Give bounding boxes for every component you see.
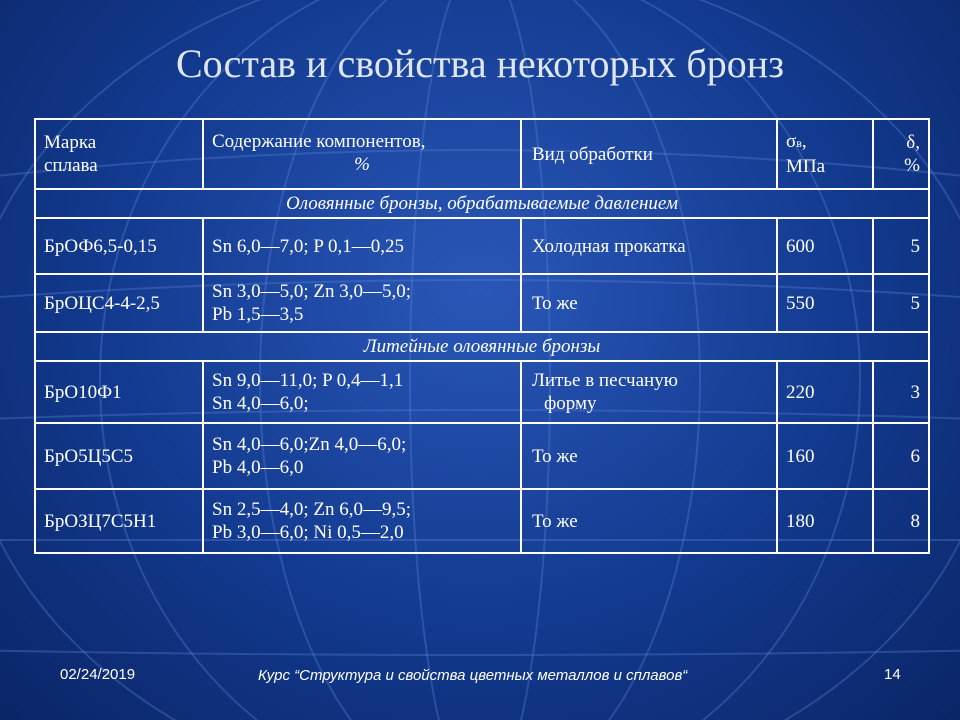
cell-grade: БрОЗЦ7С5Н1	[35, 489, 203, 553]
cell-process	[521, 274, 777, 332]
cell-sigma: 160	[777, 423, 873, 489]
header-delta	[873, 119, 929, 189]
cell-process	[521, 489, 777, 553]
cell-content-line: Sn 3,0—5,0; Zn 3,0—5,0;	[212, 281, 411, 302]
header-sigma-unit: МПа	[786, 156, 826, 177]
cell-process-line: То же	[532, 510, 578, 532]
slide-title: Состав и свойства некоторых бронз	[176, 41, 784, 86]
cell-content-line: Sn 9,0—11,0; P 0,4—1,1	[212, 370, 404, 391]
cell-content	[203, 489, 521, 553]
cell-delta: 8	[873, 489, 929, 553]
cell-delta: 5	[873, 274, 929, 332]
cell-process-line: Холодная прокатка	[532, 235, 686, 257]
section-row	[35, 189, 929, 218]
header-content-line-2: %	[354, 154, 370, 175]
footer-date: 02/24/2019	[60, 666, 136, 683]
cell-process-line: форму	[544, 393, 597, 414]
cell-content-line: Sn 2,5—4,0; Zn 6,0—9,5;	[212, 499, 411, 520]
cell-grade: БрОЦС4-4-2,5	[35, 274, 203, 332]
cell-sigma: 600	[777, 218, 873, 274]
table-row	[35, 423, 929, 489]
cell-process-line: То же	[532, 445, 578, 467]
cell-content	[203, 218, 521, 274]
header-grade	[35, 119, 203, 189]
cell-content-line: Pb 1,5—3,5	[212, 304, 304, 325]
section-label-cast-bronzes: Литейные оловянные бронзы	[35, 332, 929, 361]
cell-sigma: 180	[777, 489, 873, 553]
cell-process-line: То же	[532, 292, 578, 314]
header-sigma	[777, 119, 873, 189]
cell-content	[203, 423, 521, 489]
header-process: Вид обработки	[521, 119, 777, 189]
header-grade-line-1: Марка	[44, 132, 97, 153]
cell-grade: БрОФ6,5-0,15	[35, 218, 203, 274]
cell-delta: 5	[873, 218, 929, 274]
header-sigma-symbol: σ	[786, 131, 797, 152]
header-content	[203, 119, 521, 189]
cell-content-line: Sn 6,0—7,0; P 0,1—0,25	[212, 235, 404, 257]
header-delta-unit: %	[904, 155, 920, 176]
cell-content-line: Sn 4,0—6,0;Zn 4,0—6,0;	[212, 434, 407, 455]
cell-delta: 3	[873, 361, 929, 423]
cell-process	[521, 218, 777, 274]
table-row	[35, 274, 929, 332]
table-header-row	[35, 119, 929, 189]
cell-process-line: Литье в песчаную	[532, 370, 678, 391]
cell-content-line: Pb 3,0—6,0; Ni 0,5—2,0	[212, 522, 404, 543]
cell-process	[521, 361, 777, 423]
cell-grade: БрО5Ц5С5	[35, 423, 203, 489]
table-row	[35, 361, 929, 423]
cell-process	[521, 423, 777, 489]
header-grade-line-2: сплава	[44, 155, 98, 176]
header-sigma-subscript: в	[796, 136, 802, 150]
cell-content	[203, 361, 521, 423]
cell-content-line: Sn 4,0—6,0;	[212, 393, 309, 414]
cell-content-line: Pb 4,0—6,0	[212, 457, 304, 478]
header-sigma-comma: ,	[801, 131, 807, 152]
cell-content	[203, 274, 521, 332]
header-content-line-1: Содержание компонентов,	[212, 131, 426, 152]
cell-sigma: 550	[777, 274, 873, 332]
cell-grade: БрО10Ф1	[35, 361, 203, 423]
table-row	[35, 218, 929, 274]
footer-page-number: 14	[884, 666, 901, 683]
cell-sigma: 220	[777, 361, 873, 423]
cell-delta: 6	[873, 423, 929, 489]
section-row	[35, 332, 929, 361]
table-row	[35, 489, 929, 553]
bronze-properties-table	[34, 118, 930, 554]
header-delta-symbol: δ,	[906, 132, 920, 153]
footer-course-title: Курс “Структура и свойства цветных металлов и сплавов“	[258, 667, 688, 684]
section-label-pressure-bronzes: Оловянные бронзы, обрабатываемые давлением	[35, 189, 929, 218]
